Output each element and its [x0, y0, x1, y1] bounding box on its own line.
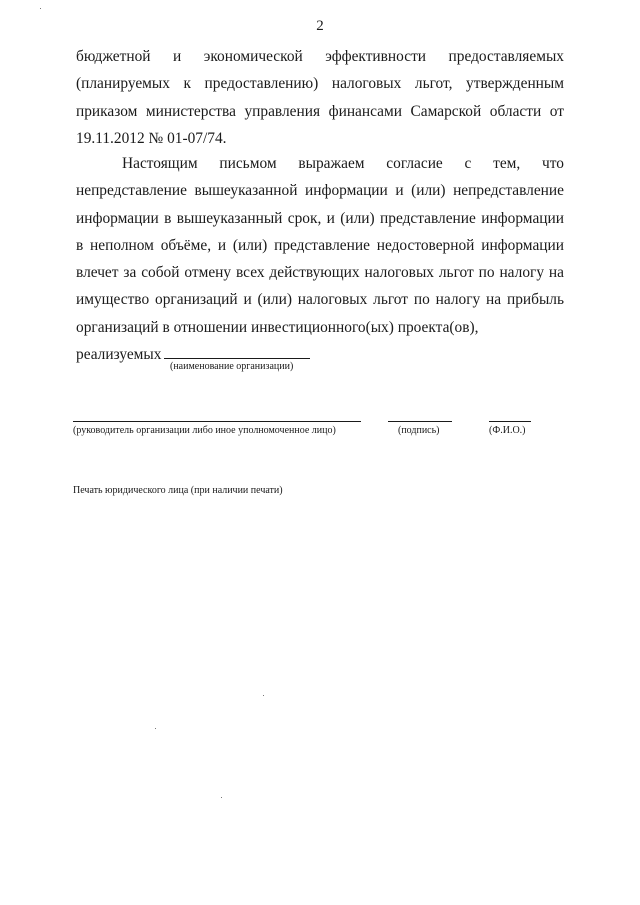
- org-name-field: [164, 344, 310, 359]
- scan-speck: [221, 797, 222, 798]
- fio-caption: (Ф.И.О.): [489, 425, 526, 436]
- paragraph-1-text: бюджетной и экономической эффективности предоставляемых (планируемых к предоставлению) налоговых льгот, утвержденным приказом министерства управления финансами Самарской области от 19.11.2012 № 01-07/74.: [76, 48, 564, 147]
- realized-line: [76, 341, 564, 368]
- paragraph-continuation: [76, 43, 564, 152]
- page-number: 2: [316, 18, 324, 34]
- paragraph-2-text: Настоящим письмом выражаем согласие с тем, что непредставление вышеуказанной информации и (или) непредставление информации в вышеуказанный срок, и (или) представление информации в неполном объёме, и (или) представление недостоверной информации влечет за собой отмену всех действующих налоговых льгот по налогу на имущество организаций и (или) налоговых льгот по налогу на прибыль организаций в отношении инвестиционного(ых) проекта(ов),: [76, 155, 564, 336]
- scan-speck: [40, 8, 41, 9]
- seal-note: Печать юридического лица (при наличии печати): [73, 485, 283, 496]
- fio-line: [489, 421, 531, 422]
- sign-line: [388, 421, 452, 422]
- head-caption: (руководитель организации либо иное уполномоченное лицо): [73, 425, 336, 436]
- org-name-caption: (наименование организации): [170, 361, 294, 372]
- realized-label: реализуемых: [76, 346, 162, 364]
- sign-caption: (подпись): [398, 425, 440, 436]
- consent-paragraph: [76, 150, 564, 368]
- head-signature-line: [73, 421, 361, 422]
- scan-speck: [155, 728, 156, 729]
- scan-speck: [263, 695, 264, 696]
